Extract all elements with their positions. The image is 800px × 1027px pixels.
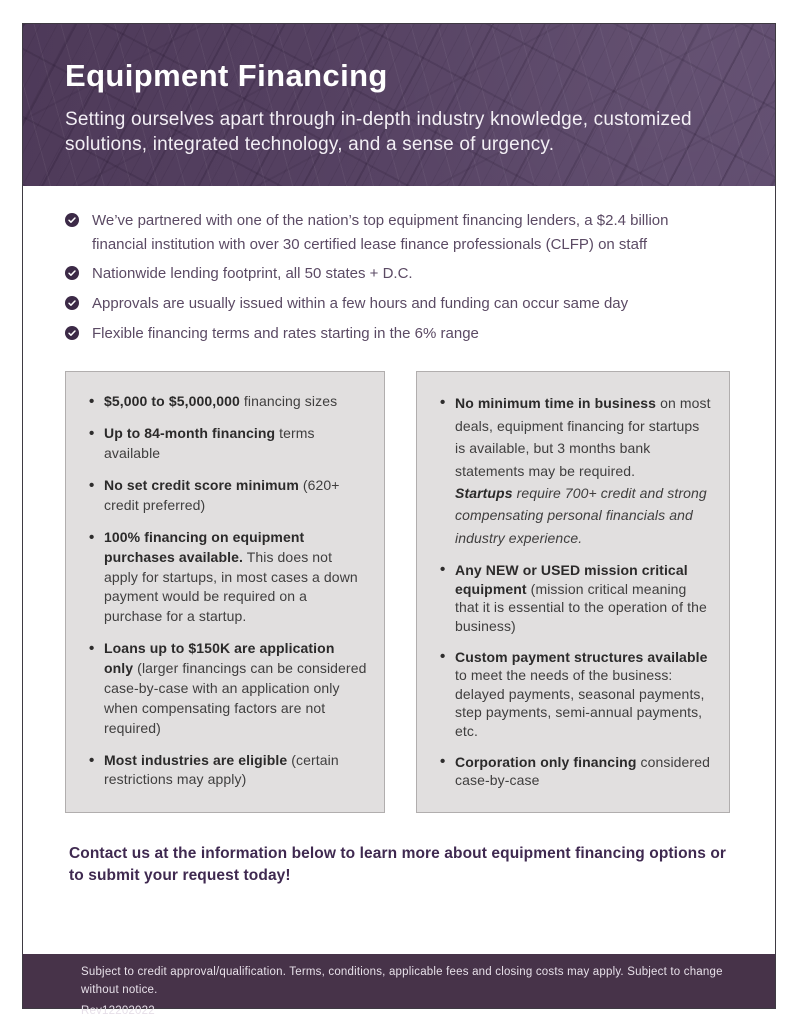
list-item: [88, 751, 367, 791]
bullet-text-segment: No set credit score minimum: [104, 477, 299, 494]
list-item: [65, 262, 720, 286]
bullet-text-segment: (620+ credit preferred): [104, 477, 340, 513]
list-item: [88, 392, 367, 412]
document-page: [22, 23, 776, 1017]
page-title: Equipment Financing: [65, 58, 388, 93]
bullet-text-segment: (certain restrictions may apply): [104, 751, 339, 788]
bullet-text-segment: terms available: [104, 425, 315, 462]
bullet-text-segment: Custom payment structures available: [455, 648, 708, 665]
check-circle-icon: [65, 266, 79, 280]
bullet-text: Nationwide lending footprint, all 50 states + D.C.: [92, 265, 413, 283]
intro-section: [23, 186, 775, 345]
bullet-text-segment: on most deals, equipment financing for startups is available, but 3 months bank statements may be required.: [455, 395, 711, 479]
footer-disclaimer: Subject to credit approval/qualification. Terms, conditions, applicable fees and closing costs may apply. Subject to change without notice.: [81, 966, 723, 996]
bullet-text-segment: Any NEW or USED mission critical equipment: [455, 562, 688, 597]
header-banner: [23, 24, 775, 186]
list-item: [439, 753, 712, 790]
check-circle-icon: [65, 326, 79, 340]
contact-note: Contact us at the information below to learn more about equipment financing options or to submit your request today!: [69, 845, 727, 885]
list-item: [88, 476, 367, 516]
list-item: [65, 322, 720, 346]
bullet-text: We’ve partnered with one of the nation’s top equipment financing lenders, a $2.4 billion financial institution with over 30 certified lease finance professionals (CLFP) on staff: [92, 212, 669, 253]
bullet-text-segment: $5,000 to $5,000,000: [104, 393, 240, 410]
features-left-box: [65, 371, 385, 813]
bullet-text-segment: require 700+ credit and strong compensating personal financials and industry experience.: [455, 485, 707, 546]
bullet-text-segment: Most industries are eligible: [104, 751, 288, 768]
bullet-text-segment: Loans up to $150K are application only: [104, 640, 335, 677]
list-item: [88, 639, 367, 738]
list-item: [65, 292, 720, 316]
bullet-text-segment: Up to 84-month financing: [104, 425, 276, 442]
bullet-text-segment: This does not apply for startups, in most cases a down payment would be required on a purchase for a startup.: [104, 548, 358, 625]
intro-bullet-list: [65, 209, 735, 345]
list-item: [439, 561, 712, 635]
bullet-text-segment: (larger financings can be considered case-by-case with an application only when compensating factors are not required): [104, 660, 367, 736]
left-box-list: [88, 392, 367, 790]
bullet-text-segment: financing sizes: [239, 393, 338, 410]
bullet-text-segment: to meet the needs of the business: delayed payments, seasonal payments, step payments, semi-annual payments, etc.: [455, 667, 705, 740]
bullet-text-segment: Corporation only financing: [455, 753, 637, 770]
list-item: [439, 392, 712, 549]
page-subtitle: Setting ourselves apart through in-depth industry knowledge, customized solutions, integrated technology, and a sense of urgency.: [65, 109, 692, 156]
feature-boxes: [65, 371, 735, 813]
features-right-box: [416, 371, 730, 813]
bullet-text-segment: Startups: [455, 485, 513, 501]
check-circle-icon: [65, 213, 79, 227]
footer-revision: Rev12202022: [81, 1004, 155, 1017]
bullet-text-segment: considered case-by-case: [455, 753, 710, 789]
list-item: [439, 648, 712, 741]
list-item: [65, 209, 720, 256]
bullet-text-segment: No minimum time in business: [455, 395, 657, 412]
check-circle-icon: [65, 296, 79, 310]
bullet-text-segment: 100% financing on equipment purchases available.: [104, 528, 305, 565]
bullet-text: Flexible financing terms and rates starting in the 6% range: [92, 324, 479, 342]
list-item: [88, 424, 367, 464]
bullet-text: Approvals are usually issued within a few hours and funding can occur same day: [92, 295, 629, 313]
right-box-list: [439, 392, 712, 789]
footer-bar: [23, 954, 775, 1017]
bullet-text-segment: (mission critical meaning that it is essential to the operation of the business): [455, 580, 707, 634]
list-item: [88, 528, 367, 627]
